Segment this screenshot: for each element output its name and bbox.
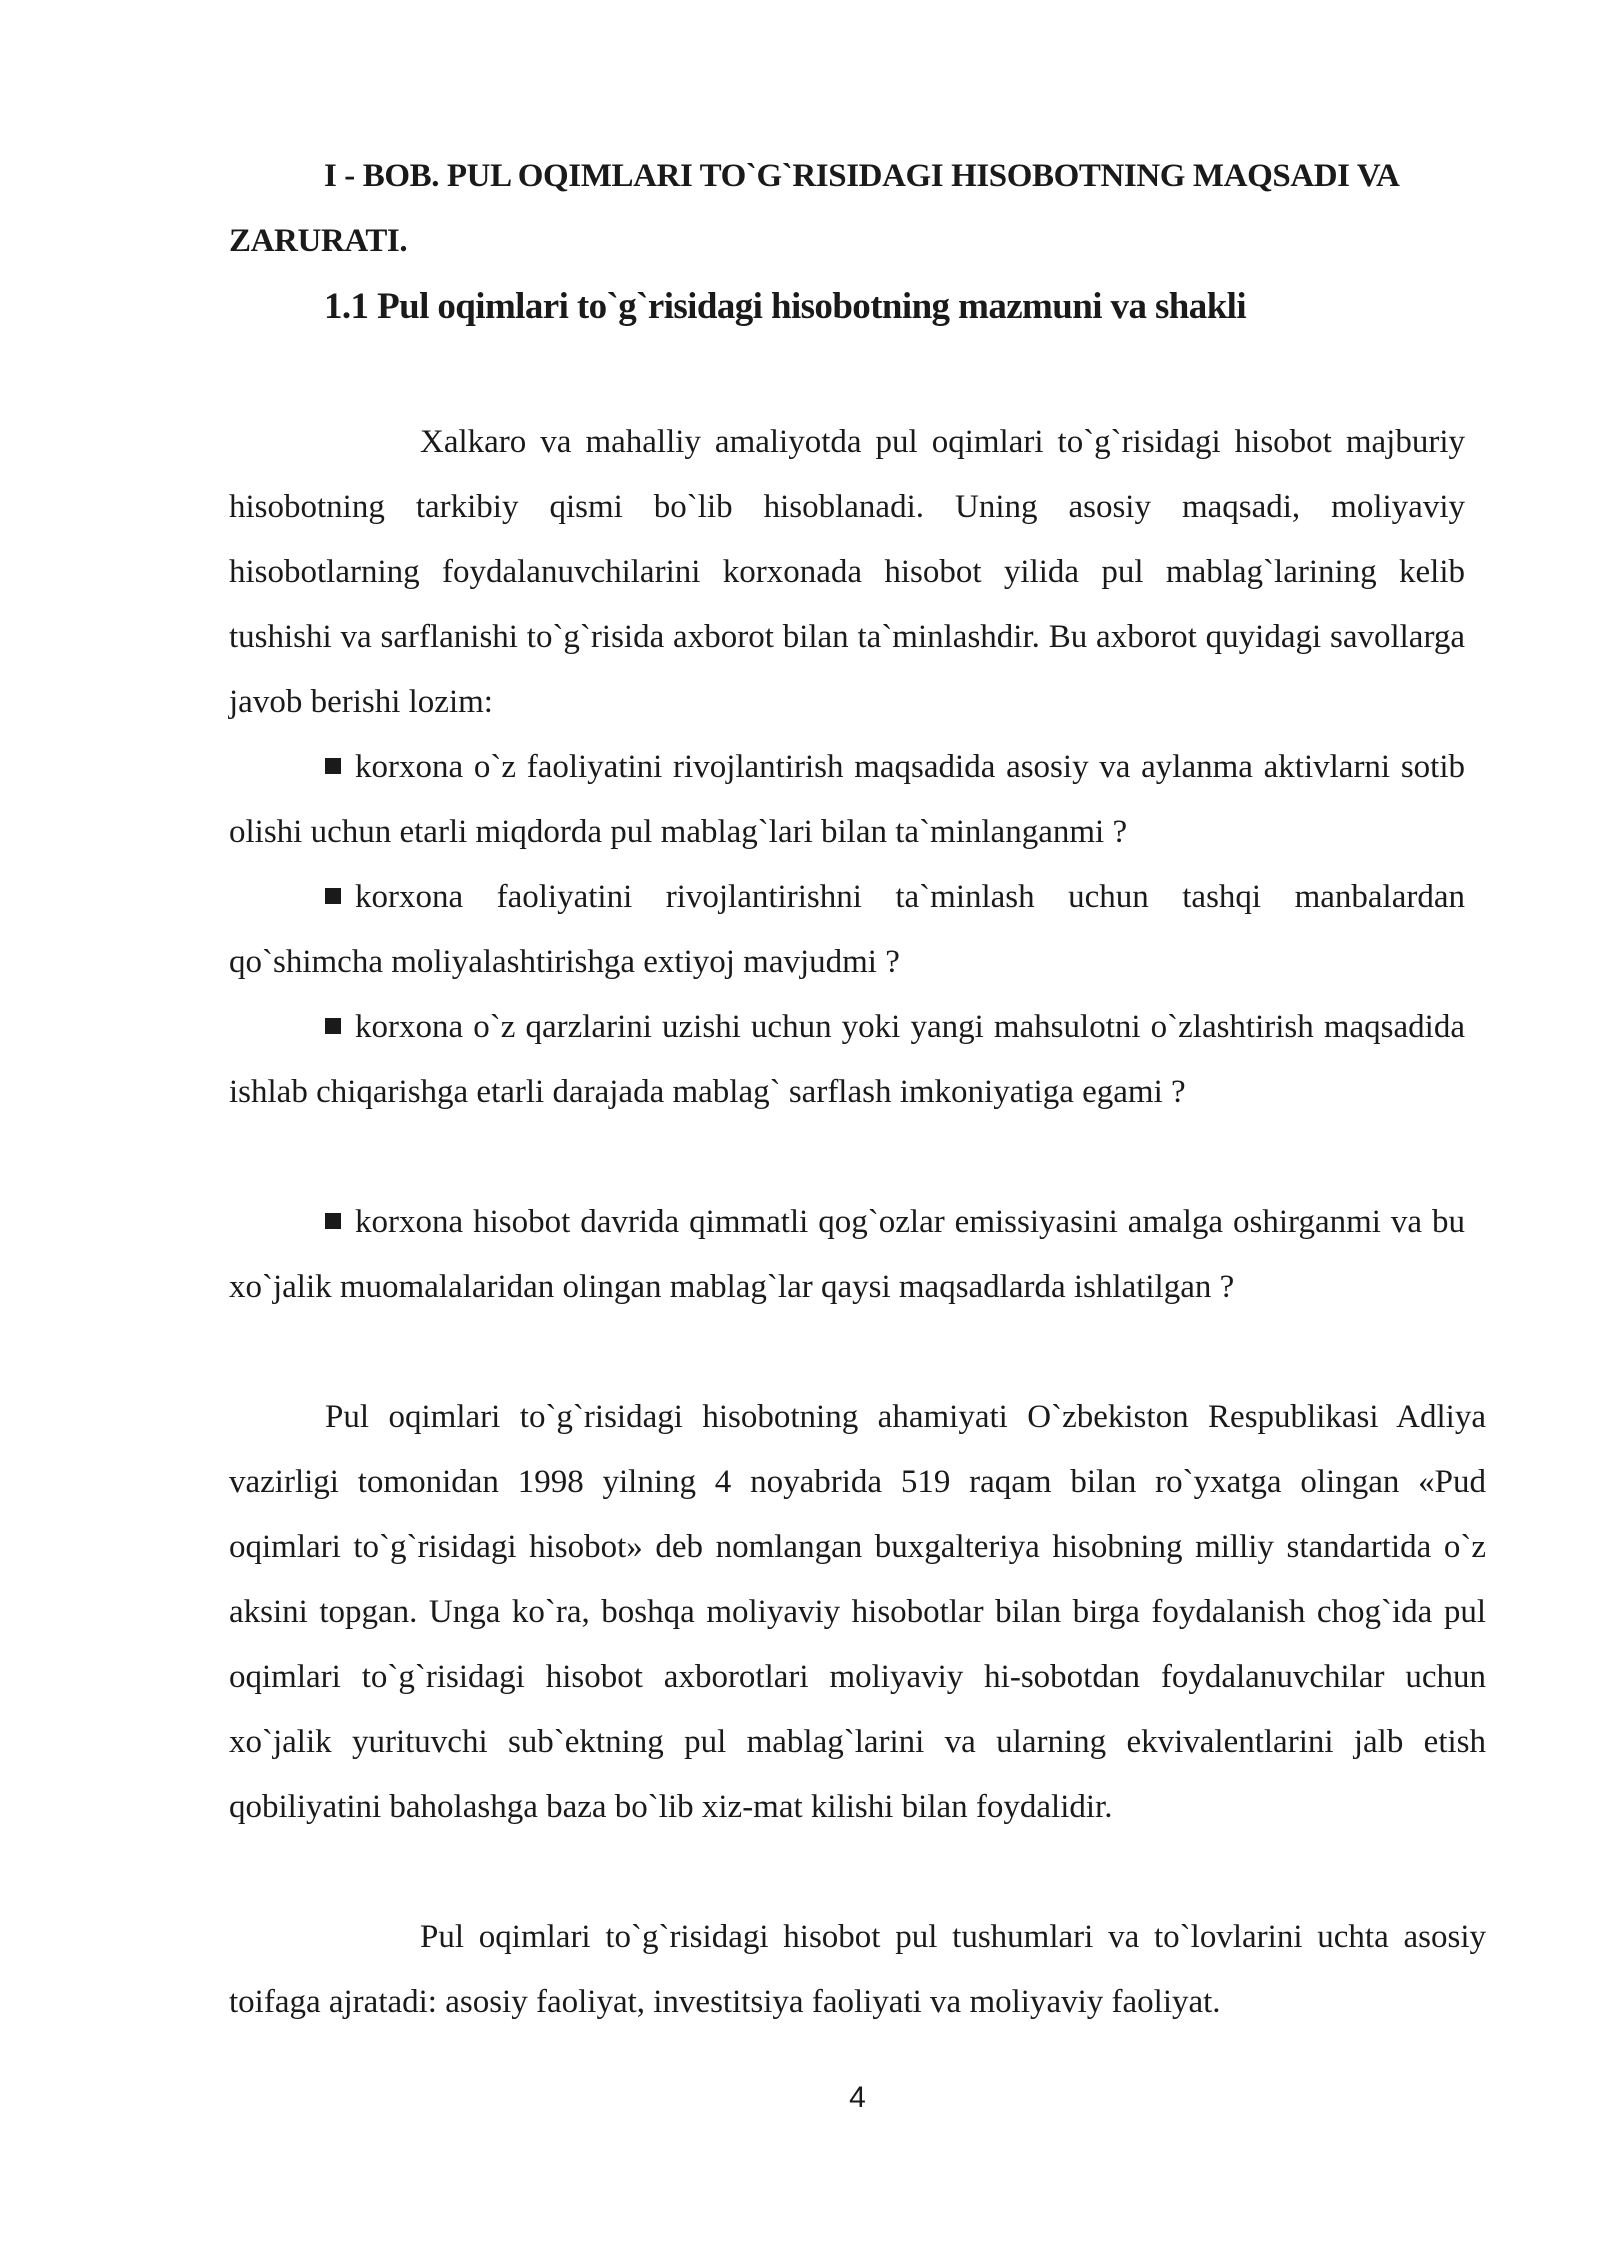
bullet-item-1 [229, 735, 1465, 865]
black-square-icon [325, 758, 341, 774]
intro-paragraph: Xalkaro va mahalliy amaliyotda pul oqimlari to`g`risidagi hisobot majburiy hisobotning tarkibiy qismi bo`lib hisoblanadi. Uning asosiy maqsadi, moliyaviy hisobotlarning foydalanuvchilarini korxonada hisobot yilida pul mablag`larining kelib tushishi va sarflanishi to`g`risida axborot bilan ta`minlashdir. Bu axborot quyidagi savollarga javob berishi lozim: [229, 424, 1465, 720]
black-square-icon [325, 888, 341, 904]
section-title: 1.1 Pul oqimlari to`g`risidagi hisobotning mazmuni va shakli [324, 286, 1247, 327]
black-square-icon [325, 1018, 341, 1034]
significance-paragraph: Pul oqimlari to`g`risidagi hisobotning ahamiyati O`zbekiston Respublikasi Adliya vazirligi tomonidan 1998 yilning 4 noyabrida 519 raqam bilan ro`yxatga olingan «Pud oqimlari to`g`risidagi hisobot» deb nomlangan buxgalteriya hisobning milliy standartida o`z aksini topgan. Unga ko`ra, boshqa moliyaviy hisobotlar bilan birga foydalanish chog`ida pul oqimlari to`g`risidagi hisobot axborotlari moliyaviy hi-sobotdan foydalanuvchilar uchun xo`jalik yurituvchi sub`ektning pul mablag`larini va ularning ekvivalentlarini jalb etish qobiliyatini baholashga baza bo`lib xiz-mat kilishi bilan foydalidir. [229, 1399, 1486, 1825]
document-page [229, 0, 1486, 2262]
bullet-text-1: korxona o`z faoliyatini rivojlantirish maqsadida asosiy va aylanma aktivlarni sotib olishi uchun etarli miqdorda pul mablag`lari bilan ta`minlanganmi ? [229, 749, 1465, 850]
categories-paragraph: Pul oqimlari to`g`risidagi hisobot pul tushumlari va to`lovlarini uchta asosiy toifaga ajratadi: asosiy faoliyat, investitsiya faoliyati va moliyaviy faoliyat. [229, 1919, 1486, 2020]
bullet-text-3: korxona o`z qarzlarini uzishi uchun yoki yangi mahsulotni o`zlashtirish maqsadida ishlab chiqarishga etarli darajada mablag` sarflash imkoniyatiga egami ? [229, 1009, 1465, 1110]
bullet-item-4 [229, 1190, 1465, 1320]
black-square-icon [325, 1213, 341, 1229]
bullet-item-2 [229, 865, 1465, 995]
bullet-item-3 [229, 995, 1465, 1125]
bullet-text-2: korxona faoliyatini rivojlantirishni ta`minlash uchun tashqi manbalardan qo`shimcha moliyalashtirishga extiyoj mavjudmi ? [229, 879, 1465, 980]
chapter-title: I - BOB. PUL OQIMLARI TO`G`RISIDAGI HISOBOTNING MAQSADI VA ZARURATI. [229, 158, 1398, 259]
page-number: 4 [849, 2081, 866, 2114]
bullet-text-4: korxona hisobot davrida qimmatli qog`ozlar emissiyasini amalga oshirganmi va bu xo`jalik muomalalaridan olingan mablag`lar qaysi maqsadlarda ishlatilgan ? [229, 1204, 1465, 1305]
